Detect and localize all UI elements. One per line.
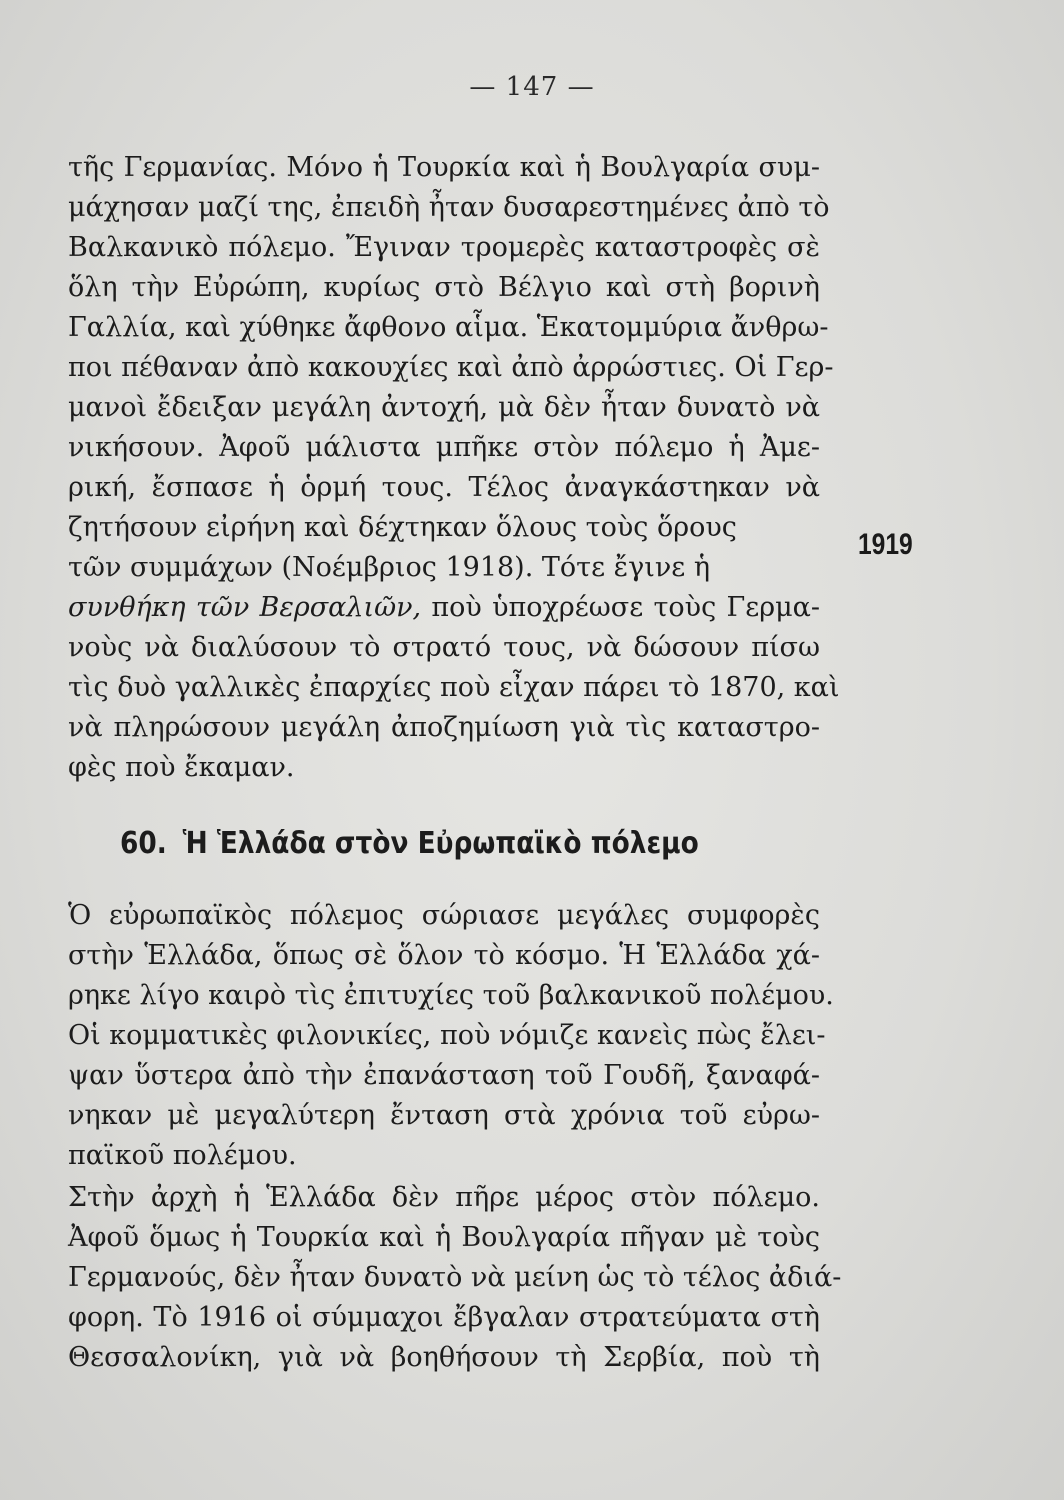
text-line-with-italic	[68, 588, 820, 628]
page-number: — 147 —	[469, 72, 595, 102]
text-line: τῶν συμμάχων (Νοέμβριος 1918). Τότε ἔγινε ἡ	[68, 552, 711, 583]
text-line: Βαλκανικὸ πόλεμο. Ἔγιναν τρομερὲς καταστροφὲς σὲ	[68, 232, 820, 263]
text-line: Στὴν ἀρχὴ ἡ Ἑλλάδα δὲν πῆρε μέρος στὸν πόλεμο.	[68, 1182, 820, 1213]
text-line: παϊκοῦ πολέμου.	[68, 1140, 297, 1171]
text-line: Γερμανούς, δὲν ἦταν δυνατὸ νὰ μείνη ὡς τὸ τέλος ἀδιά-	[68, 1262, 842, 1293]
text-line: φορη. Τὸ 1916 οἱ σύμμαχοι ἔβγαλαν στρατεύματα στὴ	[68, 1302, 820, 1333]
treaty-name-italic: συνθήκη τῶν Βερσαλιῶν,	[68, 592, 422, 623]
text-line: ρηκε λίγο καιρὸ τὶς ἐπιτυχίες τοῦ βαλκανικοῦ πολέμου.	[68, 980, 834, 1011]
text-line: στὴν Ἑλλάδα, ὅπως σὲ ὅλον τὸ κόσμο. Ἡ Ἑλλάδα χά-	[68, 940, 820, 971]
section-title: Ἡ Ἑλλάδα στὸν Εὐρωπαϊκὸ πόλεμο	[182, 826, 699, 861]
paragraph-greece-entry	[68, 1178, 842, 1378]
text-line: Ὁ εὐρωπαϊκὸς πόλεμος σώριασε μεγάλες συμφορὲς	[68, 900, 820, 931]
text-run: ποὺ ὑποχρέωσε τοὺς Γερμα-	[421, 592, 820, 623]
text-line: μάχησαν μαζί της, ἐπειδὴ ἦταν δυσαρεστημένες ἀπὸ τὸ	[68, 192, 830, 223]
section-heading	[120, 824, 736, 864]
text-line: νηκαν μὲ μεγαλύτερη ἔνταση στὰ χρόνια τοῦ εὐρω-	[68, 1100, 820, 1131]
text-line: ζητήσουν εἰρήνη καὶ δέχτηκαν ὅλους τοὺς ὅρους	[68, 512, 737, 543]
text-line: νικήσουν. Ἀφοῦ μάλιστα μπῆκε στὸν πόλεμο ἡ Ἀμε-	[68, 432, 820, 463]
text-line: ποι πέθαναν ἀπὸ κακουχίες καὶ ἀπὸ ἀρρώστιες. Οἱ Γερ-	[68, 352, 834, 383]
text-line: Θεσσαλονίκη, γιὰ νὰ βοηθήσουν τὴ Σερβία, ποὺ τὴ	[68, 1342, 820, 1373]
text-line: τὶς δυὸ γαλλικὲς ἐπαρχίες ποὺ εἶχαν πάρει τὸ 1870, καὶ	[68, 672, 840, 703]
text-line: νοὺς νὰ διαλύσουν τὸ στρατό τους, νὰ δώσουν πίσω	[68, 632, 820, 663]
text-line: Ἀφοῦ ὅμως ἡ Τουρκία καὶ ἡ Βουλγαρία πῆγαν μὲ τοὺς	[68, 1222, 820, 1253]
text-line: ρική, ἔσπασε ἡ ὁρμή τους. Τέλος ἀναγκάστηκαν νὰ	[68, 472, 820, 503]
text-line: Γαλλία, καὶ χύθηκε ἄφθονο αἷμα. Ἑκατομμύρια ἄνθρω-	[68, 312, 829, 343]
paragraph-greece-war	[68, 896, 834, 1176]
section-number: 60.	[120, 826, 167, 861]
text-line: τῆς Γερμανίας. Μόνο ἡ Τουρκία καὶ ἡ Βουλγαρία συμ-	[68, 152, 820, 183]
text-line: φὲς ποὺ ἔκαμαν.	[68, 752, 295, 783]
text-line: μανοὶ ἔδειξαν μεγάλη ἀντοχή, μὰ δὲν ἦταν δυνατὸ νὰ	[68, 392, 820, 423]
text-line: Οἱ κομματικὲς φιλονικίες, ποὺ νόμιζε κανεὶς πὼς ἔλει-	[68, 1020, 826, 1051]
text-line: ὅλη τὴν Εὐρώπη, κυρίως στὸ Βέλγιο καὶ στὴ βορινὴ	[68, 272, 820, 303]
margin-year-note: 1919	[858, 528, 913, 561]
paragraph-treaty	[68, 148, 840, 788]
text-line: ψαν ὕστερα ἀπὸ τὴν ἐπανάσταση τοῦ Γουδῆ, ξαναφά-	[68, 1060, 820, 1091]
text-line: νὰ πληρώσουν μεγάλη ἀποζημίωση γιὰ τὶς καταστρο-	[68, 712, 820, 743]
